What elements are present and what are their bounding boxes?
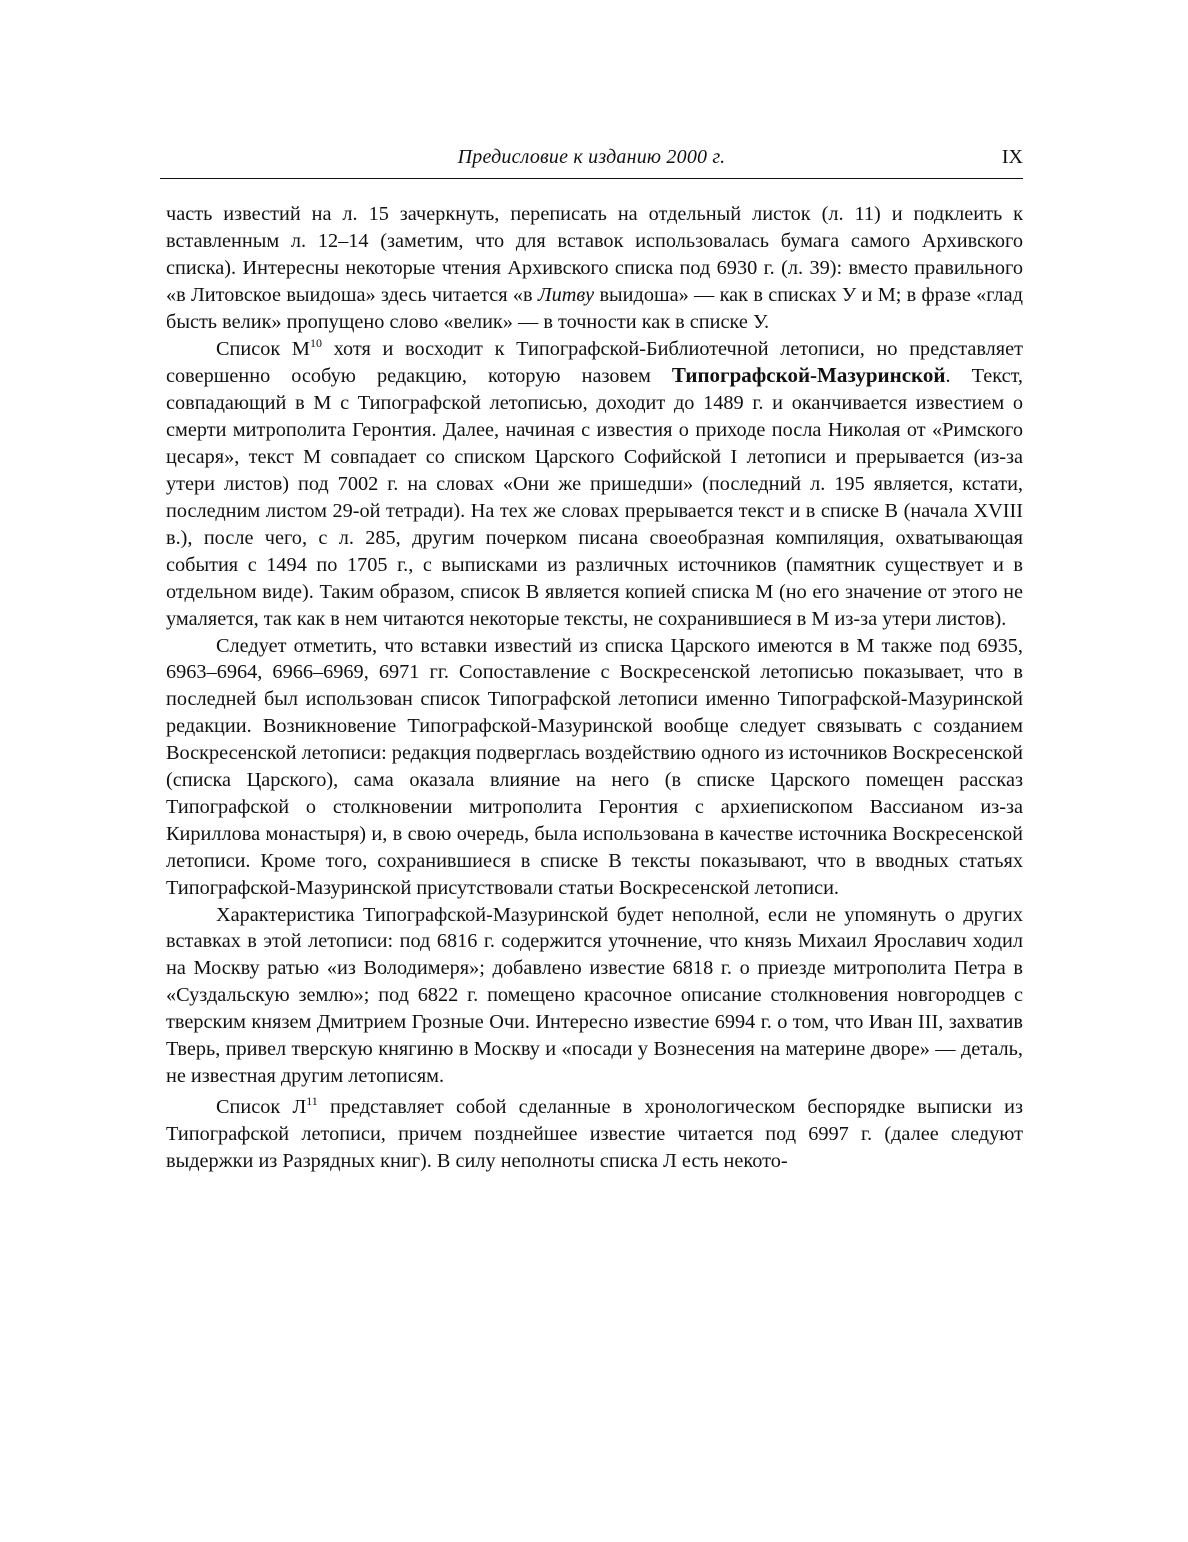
page-number: IX (1001, 146, 1023, 168)
paragraph-2: Список $М^{10}$ хотя и восходит к Типографской-Библиотечной летописи, но представляет совершенно особую редакцию, которую назовем Типографской-Мазуринской. Текст, совпадающий в М с Типографской летописью, доходит до 1489 г. и оканчивается известием о смерти митрополита Геронтия. Далее, начиная с известия о приходе посла Николая от «Римского цесаря», текст М совпадает со списком Царского Софийской I летописи и прерывается (из-за утери листов) под 7002 г. на словах «Они же пришедши» (последний л. 195 является, кстати, последним листом 29-ой тетради). На тех же словах прерывается текст и в списке В (начала XVIII в.), после чего, с л. 285, другим почерком писана своеобразная компиляция, охватывающая события с 1494 по 1705 г., с выписками из различных источников (памятник существует и в отдельном виде). Таким образом, список В является копией списка М (но его значение от этого не умаляется, так как в нем читаются некоторые тексты, не сохранившиеся в М из-за утери листов). (166, 335, 1023, 630)
paragraph-5: Список $Л^{11}$ представляет собой сделанные в хронологическом беспорядке выписки из Типографской летописи, причем позднейшее известие читается под 6997 г. (далее следуют выдержки из Разрядных книг). В силу неполноты списка Л есть некото- (166, 1093, 1024, 1172)
body-text (166, 201, 1023, 1175)
header-rule (160, 178, 1023, 179)
paragraph-3: Следует отметить, что вставки известий из списка Царского имеются в М также под 6935, 6963–6964, 6966–6969, 6971 гг. Сопоставление с Воскресенской летописью показывает, что в последней был использован список Типографской летописи именно Типографской-Мазуринской редакции. Возникновение Типографской-Мазуринской вообще следует связывать с созданием Воскресенской летописи: редакция подверглась воздействию одного из источников Воскресенской (списка Царского), сама оказала влияние на него (в списке Царского помещен рассказ Типографской о столкновении митрополита Геронтия с архиепископом Вассианом из-за Кириллова монастыря) и, в свою очередь, была использована в качестве источника Воскресенской летописи. Кроме того, сохранившиеся в списке В тексты показывают, что в вводных статьях Типографской-Мазуринской присутствовали статьи Воскресенской летописи. (166, 634, 1023, 899)
footnote-ref-11: 11 (306, 1093, 318, 1108)
redaction-name: Типографской-Мазуринской (671, 363, 946, 388)
running-header (160, 142, 1023, 172)
footnote-ref-10: 10 (309, 335, 322, 350)
paragraph-1: часть известий на л. 15 зачеркнуть, переписать на отдельный листок (л. 11) и подклеить к вставленным л. 12–14 (заметим, что для вставок использовалась бумага самого Архивского списка). Интересны некоторые чтения Архивского списка под 6930 г. (л. 39): вместо правильного «в Литовское выидоша» здесь читается «в Литву выидоша» — как в списках У и М; в фразе «глад бысть велик» пропущено слово «велик» — в точности как в списке У. (166, 203, 1023, 333)
running-title: Предисловие к изданию 2000 г. (457, 146, 726, 168)
paragraph-4: Характеристика Типографской-Мазуринской будет неполной, если не упомянуть о других вставках в этой летописи: под 6816 г. содержится уточнение, что князь Михаил Ярославич ходил на Москву ратью «из Володимеря»; добавлено известие 6818 г. о приезде митрополита Петра в «Суздальскую землю»; под 6822 г. помещено красочное описание столкновения новгородцев с тверским князем Дмитрием Грозные Очи. Интересно известие 6994 г. о том, что Иван III, захватив Тверь, привел тверскую княгиню в Москву и «посади у Вознесения на материне дворе» — деталь, не известная другим летописям. (166, 903, 1023, 1087)
